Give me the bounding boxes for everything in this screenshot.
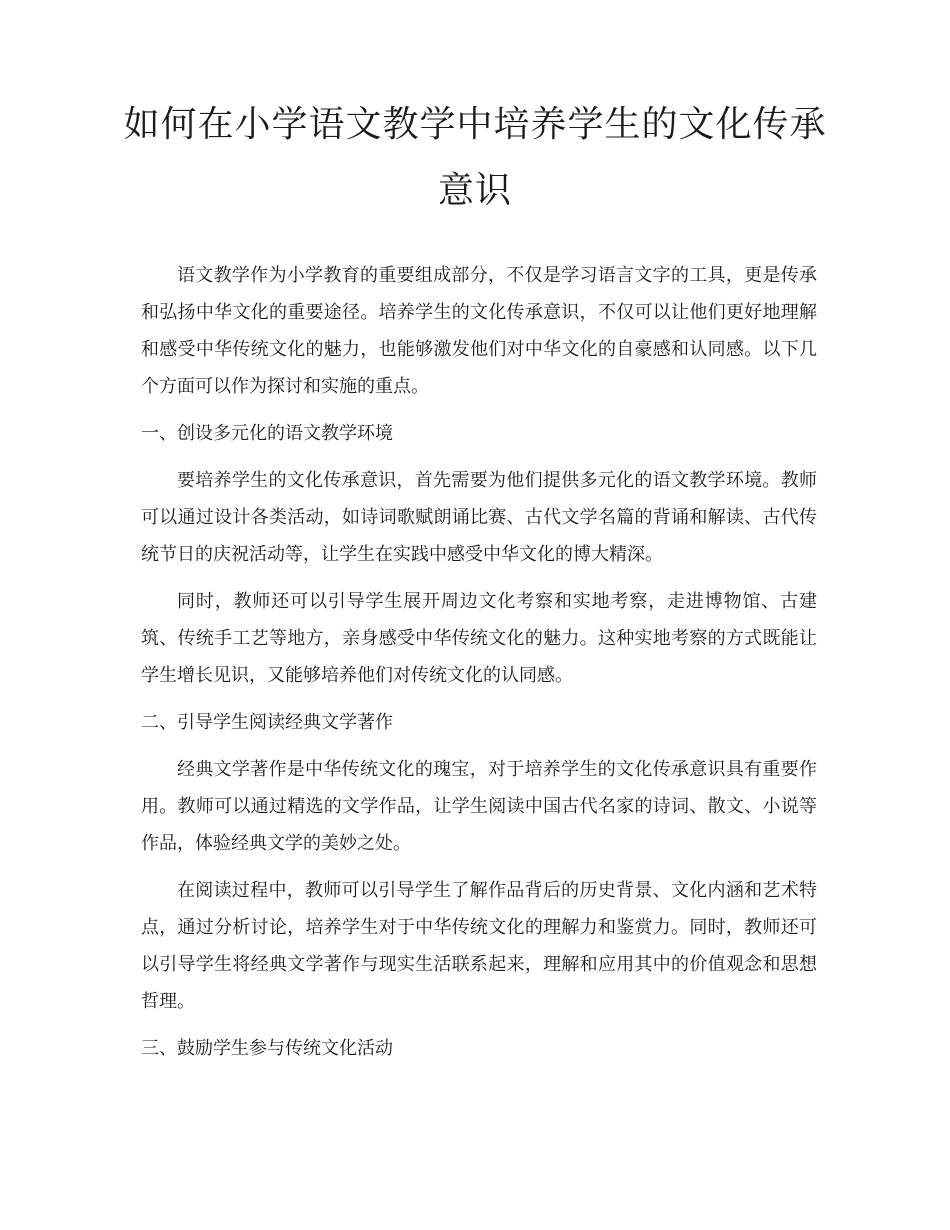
section-heading-1: 一、创设多元化的语文教学环境 (141, 423, 393, 444)
section-1-paragraph-1: 要培养学生的文化传承意识，首先需要为他们提供多元化的语文教学环境。教师可以通过设计各类活动，如诗词歌赋朗诵比赛、古代文学名篇的背诵和解读、古代传统节日的庆祝活动等，让学生在实践中感受中华文化的博大精深。 (141, 470, 817, 565)
section-2-paragraph-2: 在阅读过程中，教师可以引导学生了解作品背后的历史背景、文化内涵和艺术特点，通过分析讨论，培养学生对于中华传统文化的理解力和鉴赏力。同时，教师还可以引导学生将经典文学著作与现实生活联系起来，理解和应用其中的价值观念和思想哲理。 (141, 880, 817, 1012)
document-title: 如何在小学语文教学中培养学生的文化传承意识 (123, 104, 827, 211)
document-body (141, 257, 817, 1077)
intro-paragraph: 语文教学作为小学教育的重要组成部分，不仅是学习语言文字的工具，更是传承和弘扬中华文化的重要途径。培养学生的文化传承意识，不仅可以让他们更好地理解和感受中华传统文化的魅力，也能够激发他们对中华文化的自豪感和认同感。以下几个方面可以作为探讨和实施的重点。 (141, 265, 817, 397)
section-heading-3: 三、鼓励学生参与传统文化活动 (141, 1038, 393, 1059)
section-1-paragraph-2: 同时，教师还可以引导学生展开周边文化考察和实地考察，走进博物馆、古建筑、传统手工艺等地方，亲身感受中华传统文化的魅力。这种实地考察的方式既能让学生增长见识，又能够培养他们对传统文化的认同感。 (141, 591, 817, 686)
section-heading-2: 二、引导学生阅读经典文学著作 (141, 712, 393, 733)
section-2-paragraph-1: 经典文学著作是中华传统文化的瑰宝，对于培养学生的文化传承意识具有重要作用。教师可以通过精选的文学作品，让学生阅读中国古代名家的诗词、散文、小说等作品，体验经典文学的美妙之处。 (141, 759, 817, 854)
